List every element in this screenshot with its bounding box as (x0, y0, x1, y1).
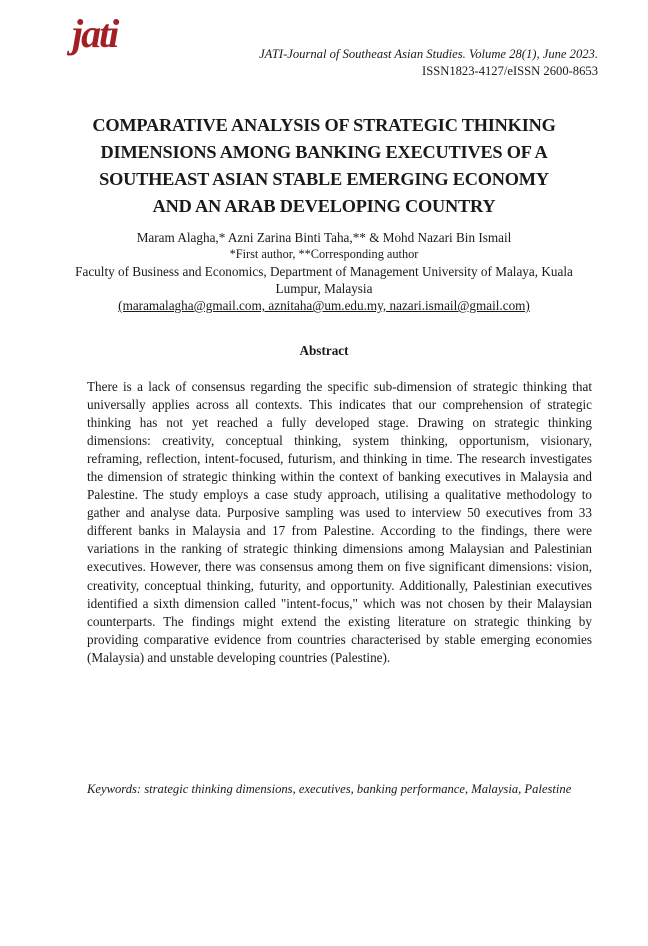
title-line: COMPARATIVE ANALYSIS OF STRATEGIC THINKING (92, 115, 556, 135)
title-line: DIMENSIONS AMONG BANKING EXECUTIVES OF A (100, 142, 548, 162)
author-block (40, 229, 608, 314)
logo-text: jati (72, 11, 118, 56)
author-emails[interactable]: (maramalagha@gmail.com, aznitaha@um.edu.my, nazari.ismail@gmail.com) (118, 298, 530, 313)
abstract-text: There is a lack of consensus regarding the specific sub-dimension of strategic thinking that universally applies across all contexts. This indicates that our comprehension of strategic thinking has not yet reached a fully developed stage. Drawing on strategic thinking dimensions: creativity, conceptual thinking, system thinking, opportunism, visionary, reframing, reflection, intent-focused, futurism, and thinking in time. The research investigates the dimension of strategic thinking within the context of banking executives in Malaysia and Palestine. The study employs a case study approach, utilising a qualitative methodology to gather and analyse data. Purposive sampling was used to interview 50 executives from 33 different banks in Malaysia and 17 from Palestine. According to the findings, there were variations in the ranking of strategic thinking dimensions among Malaysian and Palestinian executives. However, there was consensus among them on five significant dimensions: vision, creativity, conceptual thinking, futurity, and opportunity. Additionally, Palestinian executives identified a sixth dimension called "intent-focus," which was not chosen by their Malaysian counterparts. The findings might extend the existing literature on strategic thinking by providing comparative evidence from countries characterised by stable emerging economies (Malaysia) and unstable developing countries (Palestine). (87, 379, 592, 665)
author-names: Maram Alagha,* Azni Zarina Binti Taha,** & Mohd Nazari Bin Ismail (136, 230, 512, 245)
title-line: AND AN ARAB DEVELOPING COUNTRY (152, 196, 496, 216)
journal-issn: ISSN1823-4127/eISSN 2600-8653 (422, 64, 598, 78)
journal-citation: JATI-Journal of Southeast Asian Studies. Volume 28(1), June 2023. (259, 47, 598, 61)
keywords: Keywords: strategic thinking dimensions, executives, banking performance, Malaysia, Palestine (87, 782, 572, 796)
paper-title (60, 112, 588, 220)
affiliation-line: Lumpur, Malaysia (275, 281, 373, 296)
affiliation-line: Faculty of Business and Economics, Department of Management University of Malaya, Kuala (75, 264, 573, 279)
journal-logo (72, 11, 144, 78)
abstract-heading: Abstract (299, 343, 349, 358)
title-line: SOUTHEAST ASIAN STABLE EMERGING ECONOMY (99, 169, 549, 189)
author-footnote: *First author, **Corresponding author (229, 247, 419, 261)
